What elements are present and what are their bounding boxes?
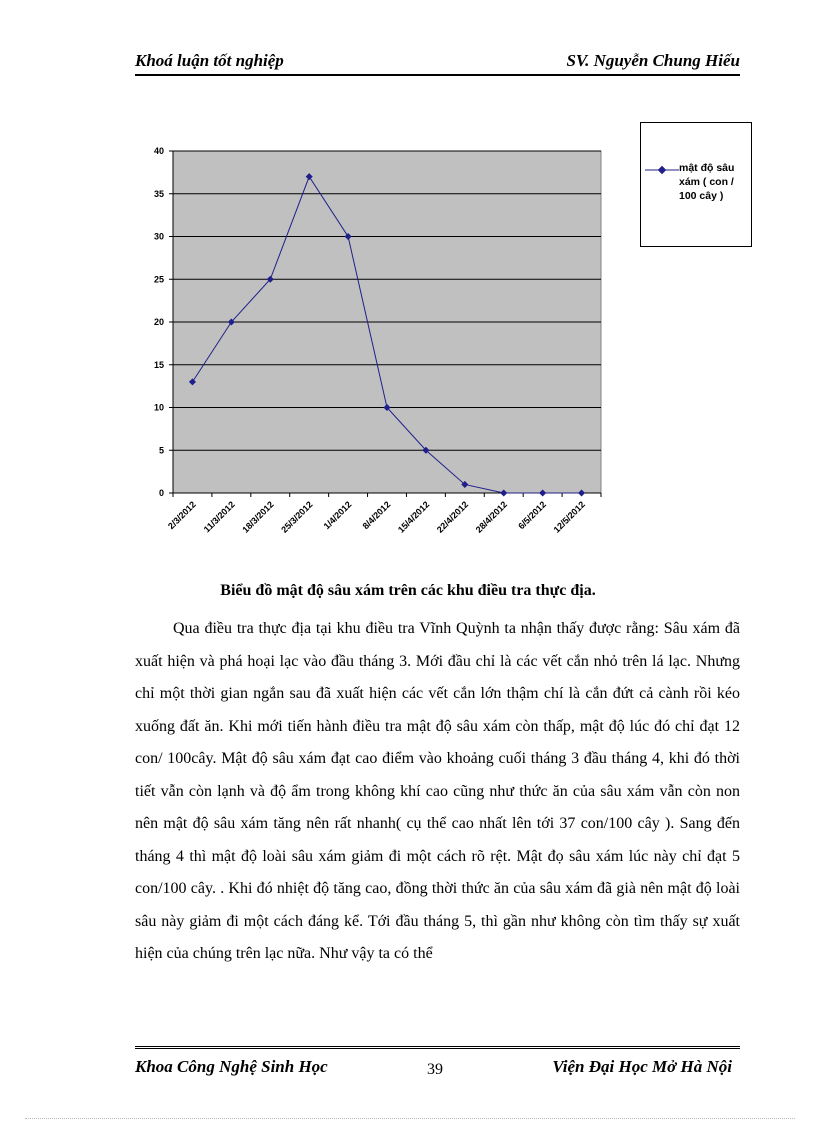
- footer-right: Viện Đại Học Mở Hà Nội: [552, 1057, 732, 1076]
- y-tick-label: 30: [153, 231, 164, 242]
- y-tick-label: 10: [153, 402, 164, 413]
- page-header: [135, 50, 740, 76]
- x-tick-label: 22/4/2012: [434, 499, 471, 535]
- chart-legend: [640, 122, 752, 247]
- y-tick-label: 15: [153, 359, 164, 370]
- legend-line-1: mật độ sâu: [679, 162, 735, 174]
- x-tick-label: 25/3/2012: [279, 499, 315, 535]
- x-tick-label: 18/3/2012: [240, 499, 276, 535]
- y-tick-label: 40: [153, 146, 164, 156]
- x-tick-label: 11/3/2012: [201, 499, 237, 535]
- legend-marker: [645, 165, 679, 175]
- density-chart: [138, 115, 608, 570]
- x-tick-label: 8/4/2012: [360, 499, 393, 532]
- legend-line-3: 100 cây ): [679, 190, 724, 202]
- y-tick-label: 25: [153, 274, 164, 285]
- y-tick-label: 35: [153, 188, 164, 199]
- x-tick-label: 28/4/2012: [473, 499, 510, 535]
- page-footer: [135, 1046, 740, 1089]
- page-number: 39: [427, 1061, 443, 1078]
- legend-line-2: xám ( con /: [679, 176, 734, 188]
- y-tick-label: 20: [153, 317, 164, 327]
- page-edge: [25, 1118, 795, 1119]
- x-tick-label: 6/5/2012: [516, 499, 549, 532]
- header-right: SV. Nguyễn Chung Hiếu: [566, 51, 740, 70]
- x-tick-label: 12/5/2012: [551, 499, 587, 535]
- y-tick-label: 5: [158, 445, 164, 456]
- header-left: Khoá luận tốt nghiệp: [135, 51, 284, 70]
- legend-label: [679, 161, 749, 203]
- figure-caption: Biểu đồ mật độ sâu xám trên các khu điều tra thực địa.: [220, 582, 596, 599]
- footer-left: Khoa Công Nghệ Sinh Học: [135, 1057, 328, 1076]
- x-tick-label: 1/4/2012: [321, 499, 354, 532]
- body-paragraph: Qua điều tra thực địa tại khu điều tra Vĩnh Quỳnh ta nhận thấy được rằng: Sâu xám đã xuất hiện và phá hoại lạc vào đầu tháng 3. Mới đầu chỉ là các vết cắn nhỏ trên lá lạc. Nhưng chỉ một thời gian ngắn sau đã xuất hiện các vết cắn lớn thậm chí là cắn đứt cả cành rồi kéo xuống đất ăn. Khi mới tiến hành điều tra mật độ sâu xám còn thấp, mật độ lúc đó chỉ đạt 12 con/ 100cây. Mật độ sâu xám đạt cao điểm vào khoảng cuối tháng 3 đầu tháng 4, khi đó thời tiết vẫn còn lạnh và độ ẩm trong không khí cao cũng như thức ăn của sâu xám vẫn còn non nên mật độ sâu xám tăng nên rất nhanh( cụ thể cao nhất lên tới 37 con/100 cây ). Sang đến tháng 4 thì mật độ loài sâu xám giảm đi một cách rõ rệt. Mật đọ sâu xám lúc này chỉ đạt 5 con/100 cây. . Khi đó nhiệt độ tăng cao, đồng thời thức ăn của sâu xám đã già nên mật độ loài sâu này giảm đi một cách đáng kể. Tới đầu tháng 5, thì gần như không còn tìm thấy sự xuất hiện của chúng trên lạc nữa. Như vậy ta có thể: [135, 620, 740, 962]
- x-tick-label: 2/3/2012: [166, 499, 198, 532]
- body-text: [135, 613, 740, 971]
- x-tick-label: 15/4/2012: [395, 499, 432, 535]
- y-tick-label: 0: [158, 488, 164, 498]
